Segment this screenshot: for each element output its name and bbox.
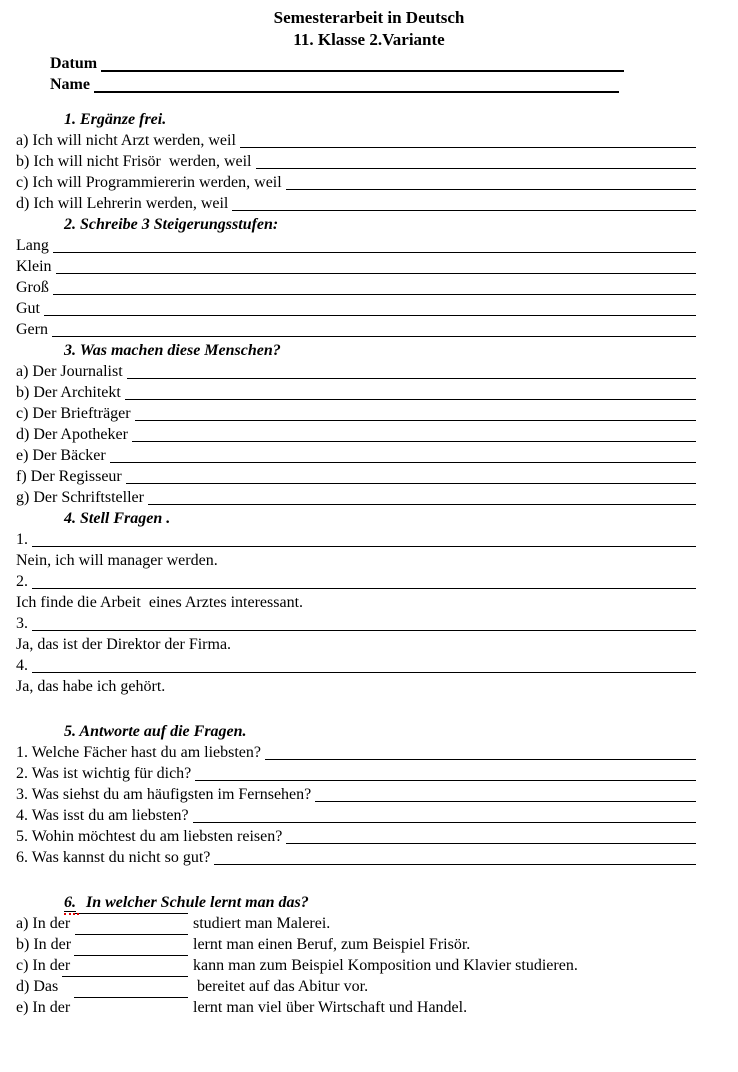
section3-item-d-label: d) Der Apotheker [16, 426, 128, 443]
section5-question-4-answer-line[interactable] [193, 822, 696, 823]
section4-question-4 [16, 655, 696, 676]
document-subtitle: 11. Klasse 2.Variante [293, 30, 445, 49]
section4-question-2-answer-line[interactable] [32, 588, 696, 589]
section5-question-1-answer-line[interactable] [265, 759, 696, 760]
section1-item-a-label: a) Ich will nicht Arzt werden, weil [16, 132, 236, 149]
section1-item-c-answer-line[interactable] [286, 189, 696, 190]
section5-question-4-label: 4. Was isst du am liebsten? [16, 807, 189, 824]
section1-item-d-label: d) Ich will Lehrerin werden, weil [16, 195, 229, 212]
section6-item-a-blank[interactable] [74, 913, 188, 914]
section5-question-6-label: 6. Was kannst du nicht so gut? [16, 849, 211, 866]
section3-item-e-answer-line[interactable] [110, 462, 696, 463]
section6-item-a-prefix: a) In der [16, 915, 71, 932]
section3-item-b-answer-line[interactable] [125, 399, 696, 400]
section3-item-f [16, 466, 696, 487]
section4-question-2-number: 2. [16, 573, 28, 590]
section3-item-e [16, 445, 696, 466]
section2-item-gern-answer-line[interactable] [52, 336, 696, 337]
section2-item-gern-label: Gern [16, 321, 48, 338]
section4-question-4-number: 4. [16, 657, 28, 674]
section3-item-a [16, 361, 696, 382]
section4-question-3-number: 3. [16, 615, 28, 632]
section4-question-3-answer-line[interactable] [32, 630, 696, 631]
section3-item-e-label: e) Der Bäcker [16, 447, 106, 464]
section3-item-g-answer-line[interactable] [148, 504, 696, 505]
section6-item-b-lead [16, 934, 188, 955]
section6-item-e-suffix: lernt man viel über Wirtschaft und Handel. [193, 999, 468, 1016]
section2-item-klein [16, 256, 696, 277]
section3-item-d-answer-line[interactable] [132, 441, 696, 442]
section5-heading: 5. Antworte auf die Fragen. [64, 723, 247, 740]
document-title: Semesterarbeit in Deutsch [273, 8, 465, 27]
section2-item-lang-answer-line[interactable] [53, 252, 696, 253]
section6-heading [64, 892, 696, 913]
name-label: Name [50, 76, 90, 93]
section6-item-a-suffix: studiert man Malerei. [193, 915, 331, 932]
section6-item-b-suffix: lernt man einen Beruf, zum Beispiel Frisör. [193, 936, 471, 953]
section2-item-gut [16, 298, 696, 319]
section5-question-5-answer-line[interactable] [286, 843, 696, 844]
section4-question-2 [16, 571, 696, 592]
section2-item-lang [16, 235, 696, 256]
section3-item-g [16, 487, 696, 508]
section6-item-d-lead [16, 976, 188, 997]
section4-question-1 [16, 529, 696, 550]
section1-item-a-answer-line[interactable] [240, 147, 696, 148]
section6-item-b [16, 934, 696, 955]
section3-item-c-answer-line[interactable] [135, 420, 696, 421]
section6-item-e-blank[interactable] [74, 997, 188, 998]
datum-answer-line[interactable] [101, 70, 624, 72]
section5-question-2-answer-line[interactable] [195, 780, 696, 781]
section1-item-c [16, 172, 696, 193]
section1-heading: 1. Ergänze frei. [64, 111, 167, 128]
section2-item-gross-answer-line[interactable] [53, 294, 696, 295]
section4-question-1-number: 1. [16, 531, 28, 548]
section6-item-d-prefix: d) Das [16, 978, 59, 995]
section3-item-f-answer-line[interactable] [126, 483, 696, 484]
section3-item-a-label: a) Der Journalist [16, 363, 123, 380]
section5-question-4 [16, 805, 696, 826]
section5-question-2-label: 2. Was ist wichtig für dich? [16, 765, 192, 782]
section2-item-klein-label: Klein [16, 258, 52, 275]
section5-question-6 [16, 847, 696, 868]
section6-heading-text: In welcher Schule lernt man das? [86, 894, 309, 911]
section6-item-d-blank[interactable] [62, 976, 188, 977]
section1-item-a [16, 130, 696, 151]
section3-item-g-label: g) Der Schriftsteller [16, 489, 144, 506]
section2-item-gern [16, 319, 696, 340]
section2-item-gross-label: Groß [16, 279, 49, 296]
name-answer-line[interactable] [94, 91, 619, 93]
name-row [50, 74, 619, 95]
section6-item-a [16, 913, 696, 934]
section4-given-answer-2: Ich finde die Arbeit eines Arztes interessant. [16, 594, 304, 611]
section5-question-2 [16, 763, 696, 784]
section3-item-c [16, 403, 696, 424]
section6-item-b-blank[interactable] [75, 934, 188, 935]
section1-item-c-label: c) Ich will Programmiererin werden, weil [16, 174, 282, 191]
section2-item-lang-label: Lang [16, 237, 49, 254]
section2-item-gut-answer-line[interactable] [44, 315, 696, 316]
section4-question-1-answer-line[interactable] [32, 546, 696, 547]
section6-item-e [16, 997, 696, 1018]
section2-item-gross [16, 277, 696, 298]
section3-item-c-label: c) Der Briefträger [16, 405, 131, 422]
section3-item-f-label: f) Der Regisseur [16, 468, 122, 485]
section1-item-b-label: b) Ich will nicht Frisör werden, weil [16, 153, 252, 170]
section1-item-b-answer-line[interactable] [256, 168, 697, 169]
section1-item-d-answer-line[interactable] [232, 210, 696, 211]
section3-item-a-answer-line[interactable] [127, 378, 696, 379]
section6-item-e-prefix: e) In der [16, 999, 71, 1016]
section6-item-c [16, 955, 696, 976]
section4-question-3 [16, 613, 696, 634]
datum-label: Datum [50, 55, 98, 72]
section6-item-a-lead [16, 913, 188, 934]
section5-question-1 [16, 742, 696, 763]
section2-item-klein-answer-line[interactable] [56, 273, 696, 274]
section2-item-gut-label: Gut [16, 300, 40, 317]
section5-question-6-answer-line[interactable] [214, 864, 696, 865]
section6-item-e-lead [16, 997, 188, 1018]
section3-item-b [16, 382, 696, 403]
datum-row [50, 53, 624, 74]
section4-given-answer-4: Ja, das habe ich gehört. [16, 678, 166, 695]
section1-item-d [16, 193, 696, 214]
section4-question-4-answer-line[interactable] [32, 672, 696, 673]
document-header [0, 0, 738, 51]
section5-question-5-label: 5. Wohin möchtest du am liebsten reisen? [16, 828, 283, 845]
section6-item-c-suffix: kann man zum Beispiel Komposition und Klavier studieren. [193, 957, 578, 974]
section1-item-b [16, 151, 696, 172]
section5-question-1-label: 1. Welche Fächer hast du am liebsten? [16, 744, 261, 761]
section5-question-5 [16, 826, 696, 847]
section4-heading: 4. Stell Fragen . [64, 510, 171, 527]
section4-given-answer-3: Ja, das ist der Direktor der Firma. [16, 636, 232, 653]
section6-heading-number: 6. [64, 894, 76, 911]
section5-question-3-answer-line[interactable] [315, 801, 696, 802]
section6-item-c-prefix: c) In der [16, 957, 71, 974]
section3-item-b-label: b) Der Architekt [16, 384, 121, 401]
section6-item-d [16, 976, 696, 997]
section2-heading: 2. Schreibe 3 Steigerungsstufen: [64, 216, 279, 233]
section4-given-answer-1: Nein, ich will manager werden. [16, 552, 218, 569]
document-body [0, 51, 738, 1018]
section6-item-b-prefix: b) In der [16, 936, 72, 953]
section5-question-3 [16, 784, 696, 805]
section3-heading: 3. Was machen diese Menschen? [64, 342, 281, 359]
section3-item-d [16, 424, 696, 445]
section6-item-c-blank[interactable] [74, 955, 188, 956]
section6-item-c-lead [16, 955, 188, 976]
section5-question-3-label: 3. Was siehst du am häufigsten im Fernsehen? [16, 786, 312, 803]
section6-item-d-suffix: bereitet auf das Abitur vor. [193, 978, 369, 995]
